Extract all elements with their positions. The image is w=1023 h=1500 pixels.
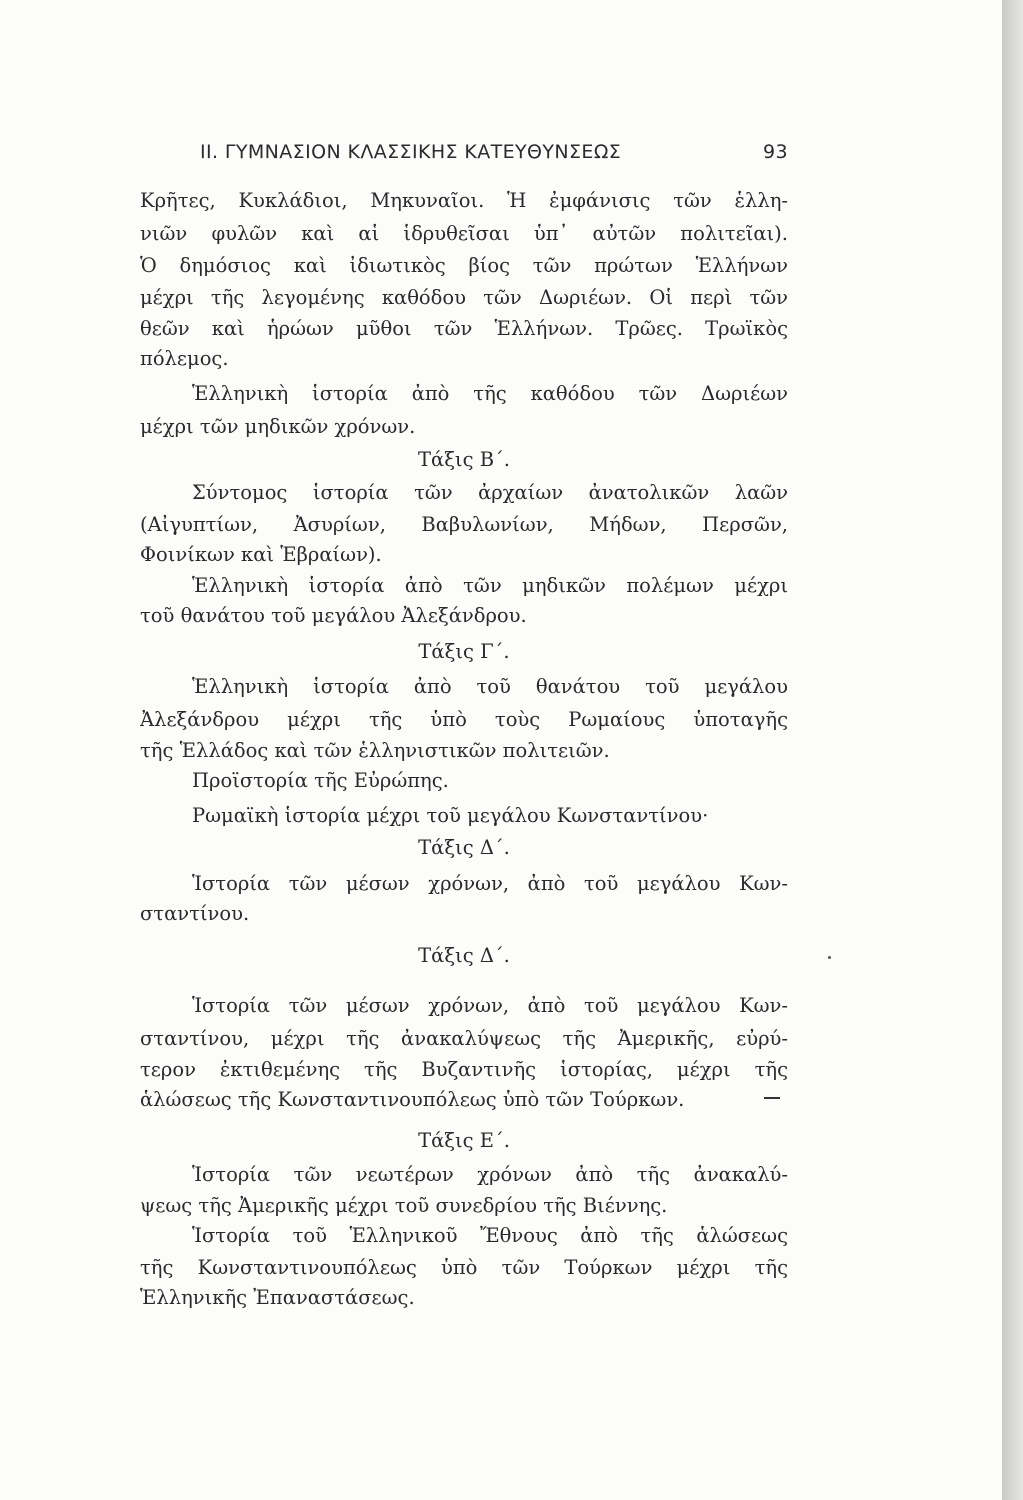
text-line: Ἑλληνικὴ ἱστορία ἀπὸ τοῦ θανάτου τοῦ μεγάλου bbox=[192, 675, 788, 698]
text-line: ψεως τῆς Ἀμερικῆς μέχρι τοῦ συνεδρίου τῆς Βιέννης. bbox=[140, 1194, 668, 1217]
ink-dash bbox=[764, 1097, 780, 1099]
section-heading: Τάξις Ε΄. bbox=[418, 1129, 510, 1152]
text-line: τοῦ θανάτου τοῦ μεγάλου Ἀλεξάνδρου. bbox=[140, 604, 527, 627]
text-line: Ἱστορία τῶν νεωτέρων χρόνων ἀπὸ τῆς ἀνακαλύ- bbox=[192, 1163, 788, 1186]
text-line: Ἑλληνικὴ ἱστορία ἀπὸ τῆς καθόδου τῶν Δωριέων bbox=[192, 382, 788, 405]
text-line: σταντίνου, μέχρι τῆς ἀνακαλύψεως τῆς Ἀμερικῆς, εὐρύ- bbox=[140, 1027, 788, 1050]
text-line: ἁλώσεως τῆς Κωνσταντινουπόλεως ὑπὸ τῶν Τούρκων. bbox=[140, 1088, 685, 1111]
text-line: θεῶν καὶ ἡρώων μῦθοι τῶν Ἑλλήνων. Τρῶες. Τρωϊκὸς bbox=[140, 317, 788, 340]
text-line: Ἑλληνικὴ ἱστορία ἀπὸ τῶν μηδικῶν πολέμων μέχρι bbox=[192, 574, 788, 597]
text-line: Ἱστορία τοῦ Ἑλληνικοῦ Ἔθνους ἀπὸ τῆς ἁλώσεως bbox=[192, 1224, 788, 1247]
text-line: μέχρι τῶν μηδικῶν χρόνων. bbox=[140, 415, 416, 438]
text-line: (Αἰγυπτίων, Ἀσυρίων, Βαβυλωνίων, Μήδων, Περσῶν, bbox=[140, 513, 788, 536]
text-line: τερον ἐκτιθεμένης τῆς Βυζαντινῆς ἱστορίας, μέχρι τῆς bbox=[140, 1058, 788, 1081]
running-head bbox=[200, 141, 788, 171]
section-heading: Τάξις Γ΄. bbox=[418, 640, 510, 663]
running-title: ΙΙ. ΓΥΜΝΑΣΙΟΝ ΚΛΑΣΣΙΚΗΣ ΚΑΤΕΥΘΥΝΣΕΩΣ bbox=[200, 141, 622, 163]
text-line: σταντίνου. bbox=[140, 902, 250, 925]
text-line: νιῶν φυλῶν καὶ αἱ ἱδρυθεῖσαι ὑπ᾽ αὐτῶν πολιτεῖαι). bbox=[140, 222, 788, 245]
section-heading: Τάξις Δ΄. bbox=[418, 836, 510, 859]
text-line: μέχρι τῆς λεγομένης καθόδου τῶν Δωριέων. Οἱ περὶ τῶν bbox=[140, 286, 788, 309]
page-edge bbox=[1002, 0, 1023, 1500]
text-line: Ἑλληνικῆς Ἐπαναστάσεως. bbox=[140, 1286, 415, 1309]
section-heading: Τάξις Δ΄. bbox=[418, 944, 510, 967]
text-line: Ἱστορία τῶν μέσων χρόνων, ἀπὸ τοῦ μεγάλου Κων- bbox=[192, 872, 788, 895]
text-line: Σύντομος ἱστορία τῶν ἀρχαίων ἀνατολικῶν λαῶν bbox=[192, 481, 788, 504]
text-line: τῆς Κωνσταντινουπόλεως ὑπὸ τῶν Τούρκων μέχρι τῆς bbox=[140, 1256, 788, 1279]
text-line: Προϊστορία τῆς Εὐρώπης. bbox=[192, 769, 449, 792]
text-line: Ἱστορία τῶν μέσων χρόνων, ἀπὸ τοῦ μεγάλου Κων- bbox=[192, 994, 788, 1017]
text-line: Κρῆτες, Κυκλάδιοι, Μηκυναῖοι. Ἡ ἐμφάνισις τῶν ἑλλη- bbox=[140, 189, 788, 212]
text-line: τῆς Ἑλλάδος καὶ τῶν ἑλληνιστικῶν πολιτειῶν. bbox=[140, 739, 610, 762]
page-number: 93 bbox=[763, 141, 788, 163]
ink-speck bbox=[828, 956, 831, 959]
text-line: Ρωμαϊκὴ ἱστορία μέχρι τοῦ μεγάλου Κωνσταντίνου· bbox=[192, 804, 709, 827]
text-line: Ἀλεξάνδρου μέχρι τῆς ὑπὸ τοὺς Ρωμαίους ὑποταγῆς bbox=[140, 708, 788, 731]
text-line: Φοινίκων καὶ Ἑβραίων). bbox=[140, 543, 382, 566]
section-heading: Τάξις Β΄. bbox=[418, 448, 510, 471]
text-line: Ὁ δημόσιος καὶ ἰδιωτικὸς βίος τῶν πρώτων Ἑλλήνων bbox=[140, 254, 788, 277]
text-line: πόλεμος. bbox=[140, 347, 229, 370]
